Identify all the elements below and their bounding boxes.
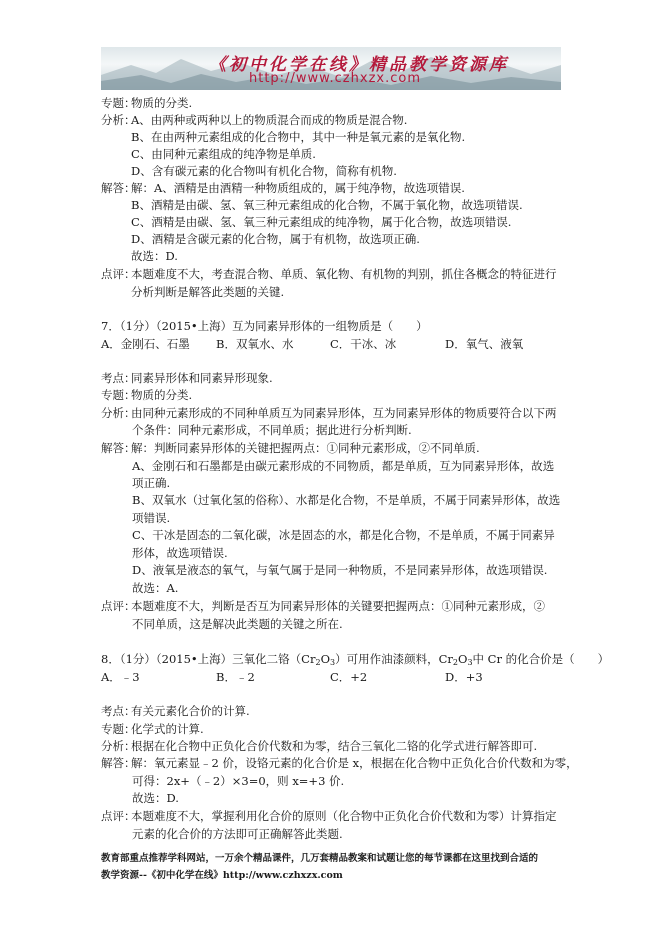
option-d: D．氧气、液氧 xyxy=(445,337,524,351)
jieda-line: 形体，故选项错误. xyxy=(132,546,228,560)
dianping-line: 本题难度不大，考查混合物、单质、氧化物、有机物的判别，抓住各概念的特征进行 xyxy=(131,267,557,281)
label-jieda: 解答： xyxy=(101,181,136,195)
jieda-line: 故选：A. xyxy=(132,581,179,595)
dianping-line: 不同单质，这是解决此类题的关键之所在. xyxy=(132,617,343,631)
jieda-line: 解：A、酒精是由酒精一种物质组成的，属于纯净物，故选项错误. xyxy=(131,181,465,195)
header-banner xyxy=(101,47,561,90)
label-dianping: 点评： xyxy=(101,809,136,823)
label-jieda: 解答： xyxy=(101,441,136,455)
jieda-line: C、干冰是固态的二氧化碳，冰是固态的水，都是化合物，不是单质，不属于同素异 xyxy=(132,528,555,542)
label-zhuanti: 专题： xyxy=(101,722,136,736)
fenxi-line: A、由两种或两种以上的物质混合而成的物质是混合物. xyxy=(131,113,408,127)
banner-url[interactable]: http://www.czhxzx.com xyxy=(249,71,421,86)
kaodian-text: 同素异形体和同素异形现象. xyxy=(131,371,273,385)
label-fenxi: 分析： xyxy=(101,406,136,420)
label-dianping: 点评： xyxy=(101,599,136,613)
option-a: A．﹣3 xyxy=(101,670,140,684)
option-c: C．干冰、冰 xyxy=(330,337,397,351)
label-fenxi: 分析： xyxy=(101,113,136,127)
jieda-line: A、金刚石和石墨都是由碳元素形成的不同物质，都是单质，互为同素异形体，故选 xyxy=(132,459,555,473)
dianping-line: 分析判断是解答此类题的关键. xyxy=(131,285,285,299)
label-zhuanti: 专题： xyxy=(101,96,136,110)
fenxi-line: B、在由两种元素组成的化合物中，其中一种是氧元素的是氧化物. xyxy=(131,130,466,144)
fenxi-line: 由同种元素形成的不同种单质互为同素异形体，互为同素异形体的物质要符合以下两 xyxy=(131,406,557,420)
option-d: D．+3 xyxy=(445,670,483,684)
zhuanti-text: 物质的分类. xyxy=(131,388,193,402)
label-dianping: 点评： xyxy=(101,267,136,281)
option-c: C．+2 xyxy=(330,670,368,684)
label-kaodian: 考点： xyxy=(101,704,136,718)
dianping-line: 本题难度不大，掌握利用化合价的原则（化合物中正负化合价代数和为零）计算指定 xyxy=(131,809,557,823)
zhuanti-text: 物质的分类. xyxy=(131,96,193,110)
jieda-line: 解：氧元素显﹣2 价，设铬元素的化合价是 x，根据在化合物中正负化合价代数和为零， xyxy=(131,756,578,770)
jieda-line: 项正确. xyxy=(132,476,171,490)
jieda-line: D、液氧是液态的氧气，与氧气属于是同一种物质，不是同素异形体，故选项错误. xyxy=(132,563,548,577)
label-zhuanti: 专题： xyxy=(101,388,136,402)
question-8-stem: 8．（1分）（2015•上海）三氧化二铬$(Cr_2O_3)$可用作油漆颜料，$Cr_2O_3$中 Cr 的化合价是（ ） xyxy=(101,652,610,667)
zhuanti-text: 化学式的计算. xyxy=(131,722,204,736)
kaodian-text: 有关元素化合价的计算. xyxy=(131,704,250,718)
option-a: A．金刚石、石墨 xyxy=(101,337,190,351)
option-b: B．双氧水、水 xyxy=(216,337,294,351)
footer-link[interactable]: 教学资源--《初中化学在线》http://www.czhxzx.com xyxy=(101,870,343,881)
footer-line: 教育部重点推荐学科网站，一万余个精品课件，几万套精品教案和试题让您的每节课都在这里找到合适的 xyxy=(101,853,539,864)
fenxi-line: C、由同种元素组成的纯净物是单质. xyxy=(131,147,316,161)
jieda-line: B、酒精是由碳、氢、氧三种元素组成的化合物，不属于氧化物，故选项错误. xyxy=(131,198,523,212)
jieda-line: B、双氧水（过氧化氢的俗称）、水都是化合物，不是单质，不属于同素异形体，故选 xyxy=(132,493,561,507)
option-b: B．﹣2 xyxy=(216,670,255,684)
jieda-line: 解：判断同素异形体的关键把握两点：①同种元素形成，②不同单质. xyxy=(131,441,480,455)
question-7-stem: 7．（1分）（2015•上海）互为同素异形体的一组物质是（ ） xyxy=(101,319,428,333)
label-kaodian: 考点： xyxy=(101,371,136,385)
fenxi-line: 个条件：同种元素形成，不同单质；据此进行分析判断. xyxy=(132,423,412,437)
dianping-line: 本题难度不大，判断是否互为同素异形体的关键要把握两点：①同种元素形成，② xyxy=(131,599,545,613)
label-jieda: 解答： xyxy=(101,756,136,770)
jieda-line: D、酒精是含碳元素的化合物，属于有机物，故选项正确. xyxy=(131,232,420,246)
jieda-line: 可得：2x+（﹣2）×3=0，则 x=+3 价. xyxy=(132,774,345,788)
fenxi-line: D、含有碳元素的化合物叫有机化合物，简称有机物. xyxy=(131,164,397,178)
label-fenxi: 分析： xyxy=(101,739,136,753)
fenxi-text: 根据在化合物中正负化合价代数和为零，结合三氧化二铬的化学式进行解答即可. xyxy=(131,739,538,753)
jieda-line: 故选：D. xyxy=(132,791,179,805)
banner-title: 《初中化学在线》精品教学资源库 xyxy=(209,55,509,75)
dianping-line: 元素的化合价的方法即可正确解答此类题. xyxy=(132,827,343,841)
jieda-line: 故选：D. xyxy=(131,249,178,263)
jieda-line: C、酒精是由碳、氢、氧三种元素组成的纯净物，属于化合物，故选项错误. xyxy=(131,215,512,229)
jieda-line: 项错误. xyxy=(132,511,171,525)
